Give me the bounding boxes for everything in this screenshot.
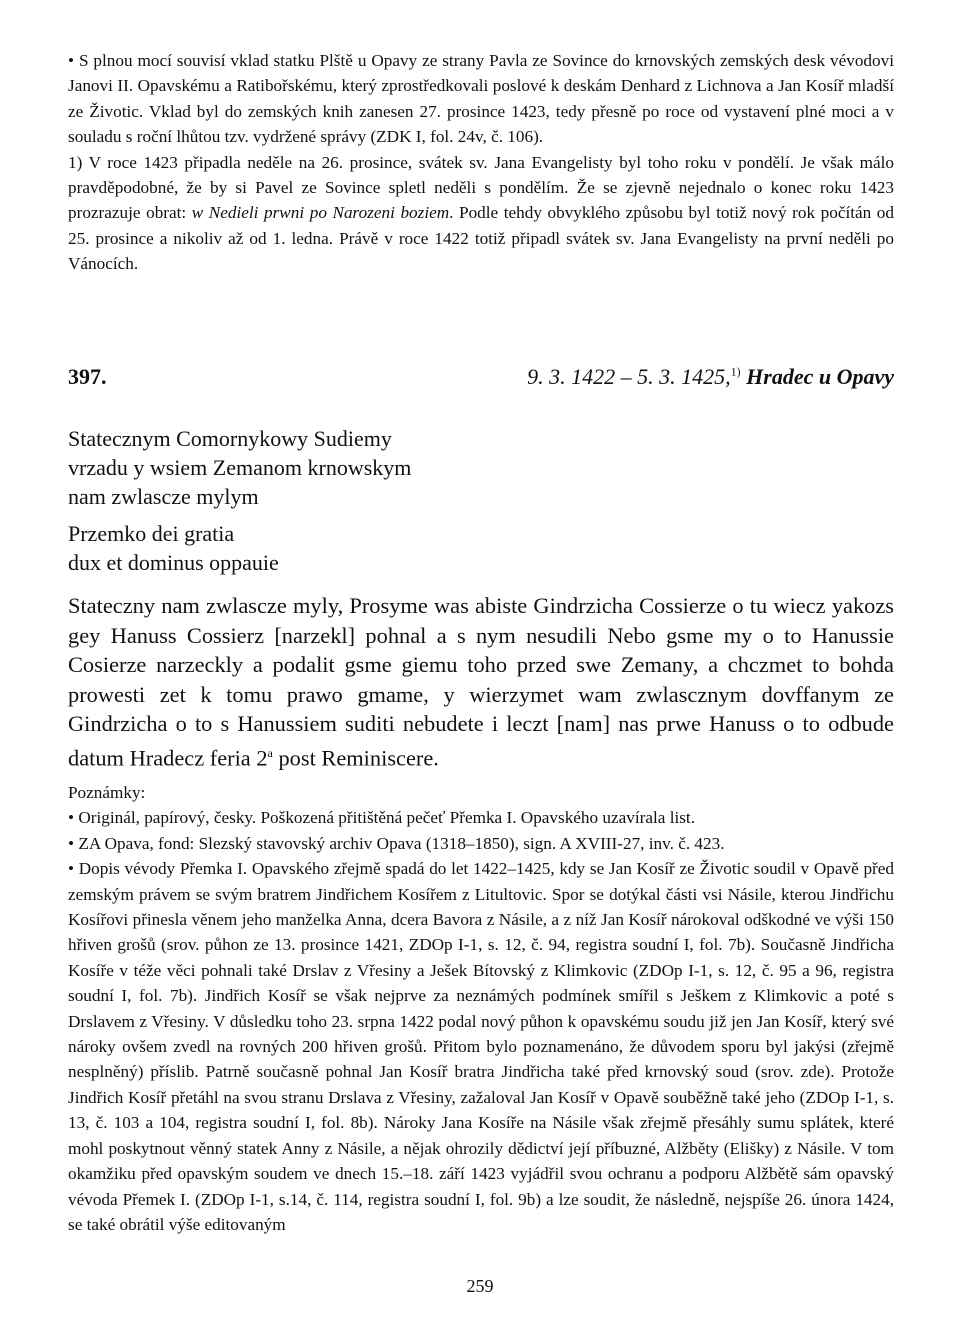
notes-section <box>68 780 894 1237</box>
footnote-1-text-b: . Podle tehdy obvyklého způsobu byl totiž nový rok počítán od 25. prosince a nikoliv až od 1. ledna. Právě v roce 1422 totiž připadl svátek sv. Jana Evangelisty na první neděli po Vánocích. <box>68 203 894 274</box>
addressee-line: Statecznym Comornykowy Sudiemy <box>68 426 392 451</box>
top-notes-section <box>68 48 894 277</box>
document-place: Hradec u Opavy <box>746 364 894 389</box>
footnote-1 <box>68 150 894 277</box>
note-item: • Originál, papírový, česky. Poškozená přitištěná pečeť Přemka I. Opavského uzavírala list. <box>68 805 894 830</box>
addressee-line: nam zwlascze mylym <box>68 484 259 509</box>
letter-superscript: a <box>267 745 273 760</box>
addressee-line: vrzadu y wsiem Zemanom krnowskym <box>68 455 412 480</box>
document-date-place <box>527 364 894 390</box>
bullet-note-deposit: • S plnou mocí souvisí vklad statku Plště u Opavy ze strany Pavla ze Sovince do krnovských zemských desk vévodovi Janovi II. Opavskému a Ratibořskému, který zprostředkovali poslové k deskám Denhard z Lichnova a Jan Kosíř mladší ze Životic. Vklad byl do zemských knih zanesen 27. prosince 1423, tedy přesně po roce od vystavení plné moci a v souladu s roční lhůtou tzv. vydržené správy (ZDK I, fol. 24v, č. 106). <box>68 48 894 150</box>
letter-address-block <box>68 424 411 577</box>
footnote-1-text-a: 1) V roce 1423 připadla neděle na 26. prosince, svátek sv. Jana Evangelisty byl toho roku v pondělí. Je však málo pravděpodobné, že by si Pavel ze Sovince spletl neděli s pondělím. Že se zjevně nejednalo o konec roku 1423 prozrazuje obrat: <box>68 152 894 223</box>
letter-body <box>68 591 894 773</box>
addressee <box>68 424 411 511</box>
footnote-1-quote: w Nedieli prwni po Narozeni boziem <box>191 203 450 223</box>
sender-line: dux et dominus oppauie <box>68 550 279 575</box>
document-number: 397. <box>68 364 107 389</box>
letter-text-end: post Reminiscere. <box>272 745 439 771</box>
document-date-footnote-ref: 1) <box>730 364 741 379</box>
notes-title: Poznámky: <box>68 783 146 802</box>
sender <box>68 519 411 577</box>
sender-line: Przemko dei gratia <box>68 521 235 546</box>
note-item: • Dopis vévody Přemka I. Opavského zřejmě spadá do let 1422–1425, kdy se Jan Kosíř ze Životic soudil v Opavě před zemským právem se svým bratrem Jindřichem Kosířem z Litultovic. Spor se dotýkal části vsi Násile, kterou Jindřichu Kosířovi přinesla věnem jeho manželka Anna, dcera Bavora z Násile, a z níž Jan Kosíř nárokoval odškodné ve výši 150 hřiven grošů (srov. půhon ze 13. prosince 1421, ZDOp I-1, s. 12, č. 94, registra soudní I, fol. 7b). Současně Jindřicha Kosíře v téže věci pohnali také Drslav z Vřesiny a Ješek Bítovský z Klimkovic (ZDOp I-1, s. 12, č. 95 a 96, registra soudní I, fol. 7b). Jindřich Kosíř se však nejprve za neznámých podmínek smířil s Ješkem z Klimkovic a poté s Drslavem z Vřesiny. V důsledku toho 23. srpna 1422 podal nový půhon k opavskému soudu již jen Jan Kosíř, který své nároky ovšem zvedl na rovných 200 hřiven grošů. Přitom bylo poznamenáno, že důvodem sporu byl jakýsi (zřejmě nesplněný) příslib. Patrně současně pohnal Jan Kosíř bratra Jindřicha také před krnovský soud (srov. zde). Protože Jindřich Kosíř přetáhl na svou stranu Drslava z Vřesiny, zažaloval Jan Kosíř v Opavě souběžně také jeho (ZDOp I-1, s. 13, č. 103 a 104, registra soudní I, fol. 8b). Nároky Jana Kosíře na Násile však zřejmě přesáhly sumu splátek, které mohl poskytnout věnný statek Anny z Násile, a nějak ohrozily dědictví její příbuzné, Alžběty (Elišky) z Násile. V tom okamžiku před opavským soudem ve dnech 15.–18. září 1423 vyjádřil svou ochranu a podporu Alžbětě sám opavský vévoda Přemek I. (ZDOp I-1, s.14, č. 114, registra soudní I, fol. 9b) a lze soudit, že následně, nejspíše 26. února 1424, se také obrátil výše editovaným <box>68 856 894 1237</box>
document-heading <box>68 364 894 390</box>
page-number: 259 <box>466 1276 494 1296</box>
document-date: 9. 3. 1422 – 5. 3. 1425, <box>527 364 731 389</box>
letter-text: Stateczny nam zwlascze myly, Prosyme was abiste Gindrzicha Cossierze o tu wiecz yakozs gey Hanuss Cossierz [narzekl] pohnal a s nym nesudili Nebo gsme my o to Hanussie Cosierze narzeckly a podalit gsme giemu toho przed swe Zemany, a chczmet to bohda prowesti zet k tomu prawo gmame, y wierzymet wam zwlascznym dovffanym ze Gindrzicha o to s Hanussiem suditi nebudete i leczt [nam] nas prwe Hanuss o to odbude datum Hradecz feria 2 <box>68 593 894 771</box>
note-item: • ZA Opava, fond: Slezský stavovský archiv Opava (1318–1850), sign. A XVIII-27, inv. č. 423. <box>68 831 894 856</box>
